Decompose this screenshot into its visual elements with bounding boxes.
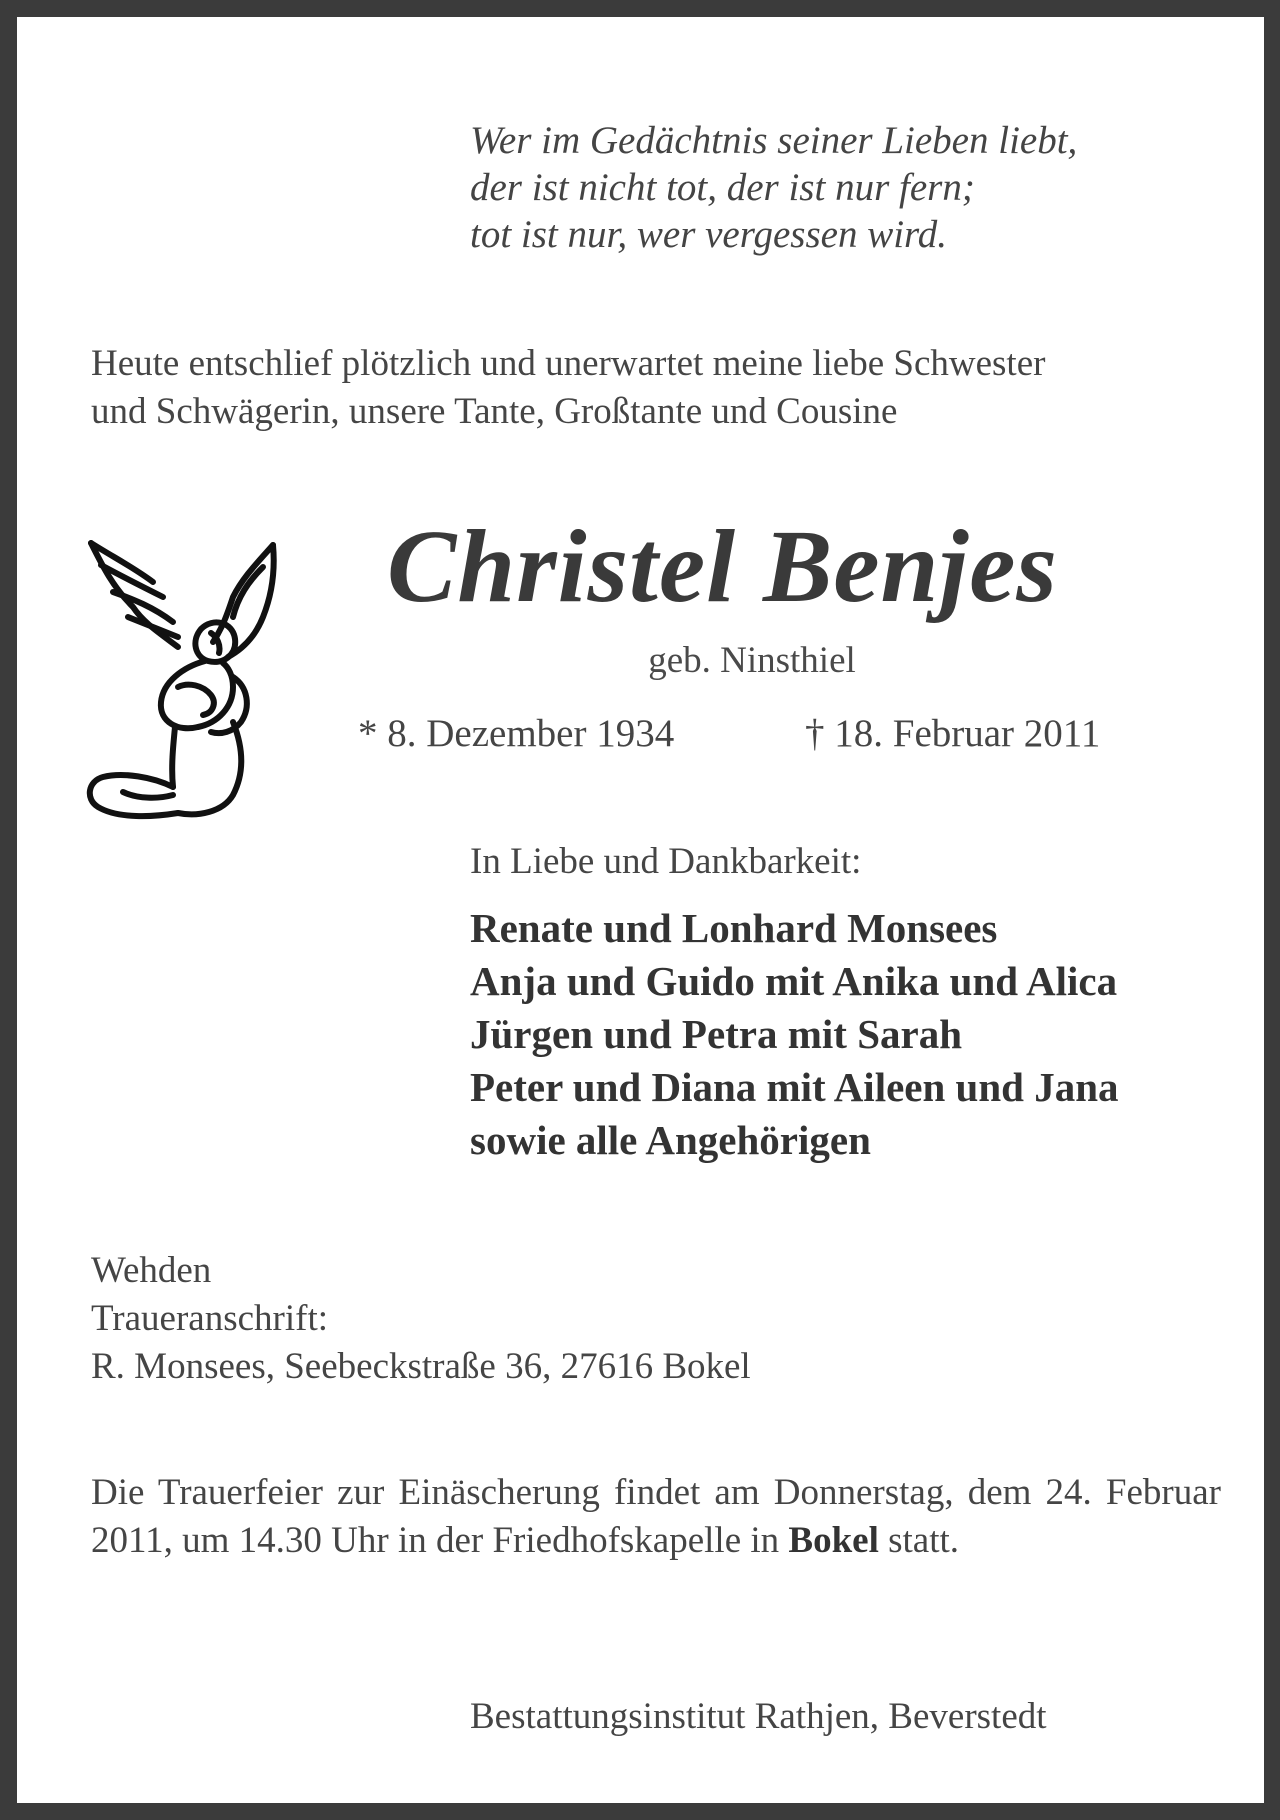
poem-line: tot ist nur, wer vergessen wird. <box>470 213 948 256</box>
poem-quote <box>470 117 1077 258</box>
intro-text <box>91 340 1045 436</box>
poem-line: der ist nicht tot, der ist nur fern; <box>470 166 975 209</box>
family-names <box>470 902 1119 1167</box>
intro-line: und Schwägerin, unsere Tante, Großtante und Cousine <box>91 391 898 432</box>
undertaker: Bestattungsinstitut Rathjen, Beverstedt <box>470 1696 1047 1737</box>
family-name-line: Jürgen und Petra mit Sarah <box>470 1011 962 1057</box>
address-line: Traueranschrift: <box>91 1298 329 1339</box>
poem-line: Wer im Gedächtnis seiner Lieben liebt, <box>470 119 1078 162</box>
ceremony-text-main: Die Trauerfeier zur Einäscherung findet am Donnerstag, dem 24. Februar 2011, um 14.30 Uhr in der Friedhofskapelle in <box>91 1472 1221 1561</box>
address-line: R. Monsees, Seebeckstraße 36, 27616 Bokel <box>91 1346 751 1387</box>
ceremony-text <box>91 1469 1221 1565</box>
ceremony-place: Bokel <box>788 1520 879 1561</box>
family-name-line: Renate und Lonhard Monsees <box>470 905 998 951</box>
intro-line: Heute entschlief plötzlich und unerwartet meine liebe Schwester <box>91 343 1046 384</box>
deceased-name: Christel Benjes <box>387 509 1058 624</box>
birth-name: geb. Ninsthiel <box>648 640 856 681</box>
angel-icon <box>83 537 283 837</box>
ceremony-text-end: statt. <box>888 1520 960 1561</box>
family-name-line: sowie alle Angehörigen <box>470 1117 871 1163</box>
address-line: Wehden <box>91 1250 212 1291</box>
death-date: † 18. Februar 2011 <box>805 712 1101 755</box>
mourning-address <box>91 1247 751 1391</box>
thanks-label: In Liebe und Dankbarkeit: <box>470 841 862 882</box>
family-name-line: Anja und Guido mit Anika und Alica <box>470 958 1118 1004</box>
birth-date: * 8. Dezember 1934 <box>358 712 675 755</box>
family-name-line: Peter und Diana mit Aileen und Jana <box>470 1064 1119 1110</box>
